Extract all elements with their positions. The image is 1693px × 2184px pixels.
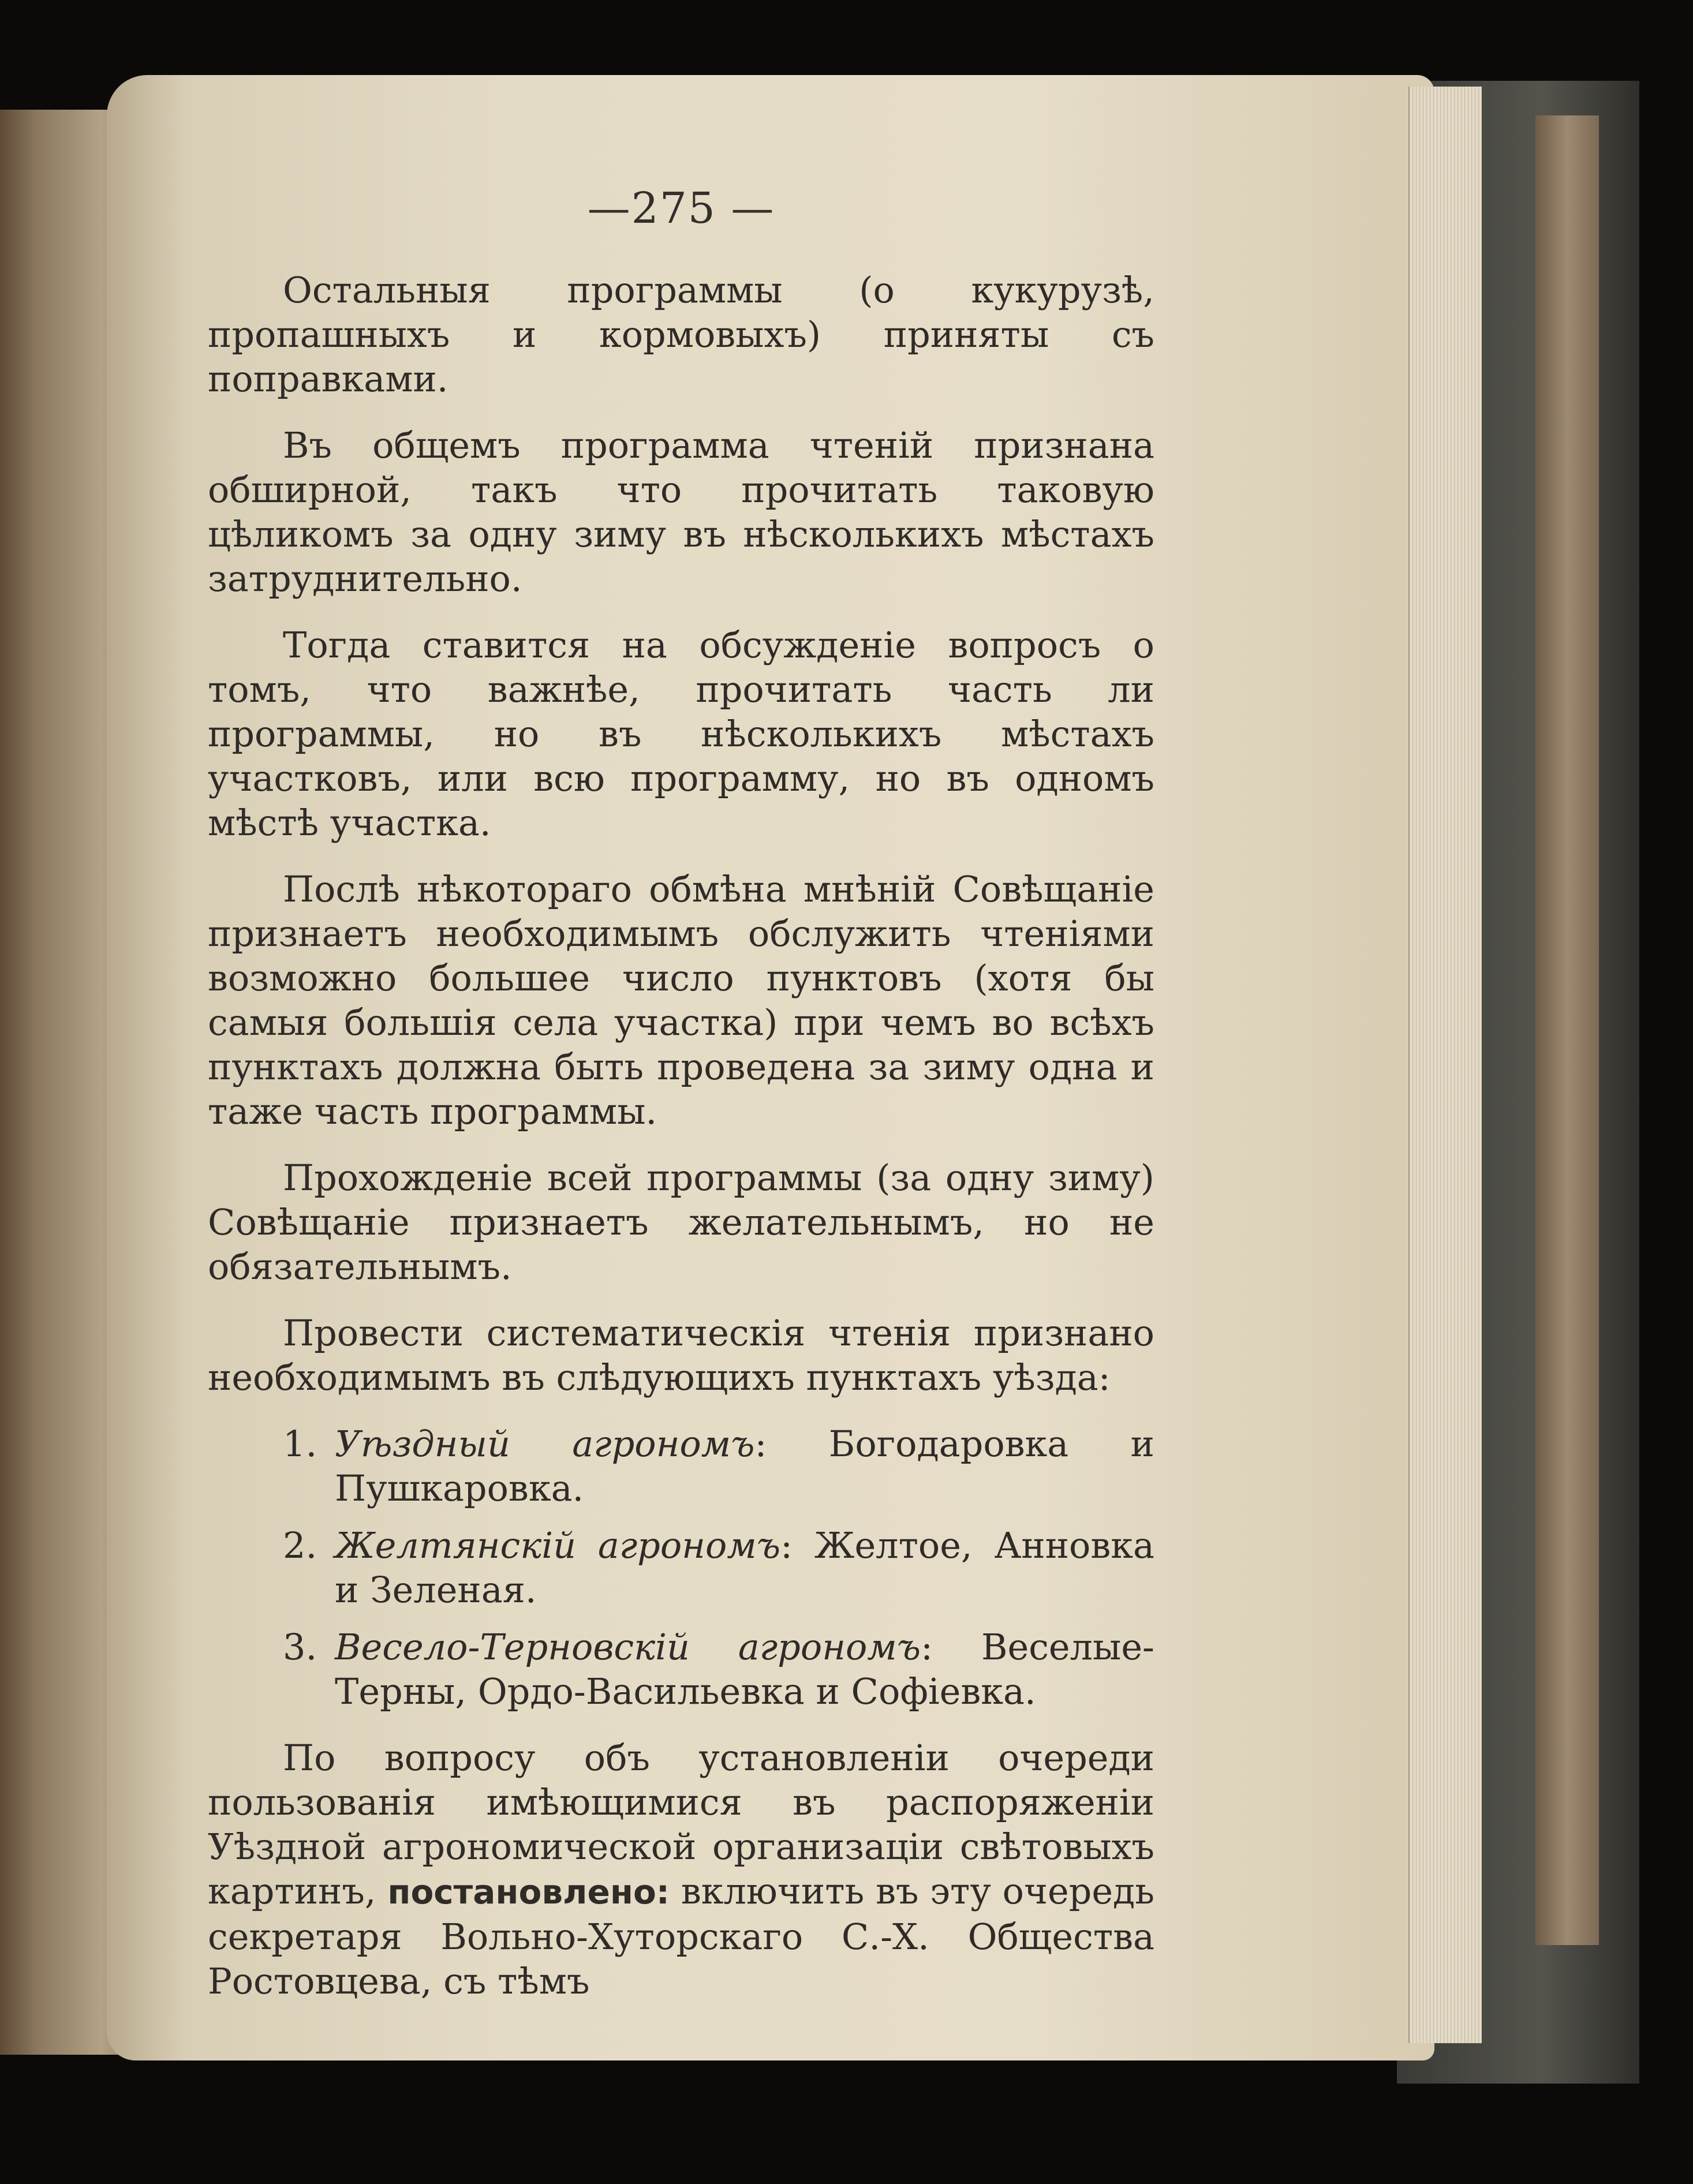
page-text (208, 184, 1154, 2025)
final-text-before: По вопросу объ установленіи очереди пользованія имѣющимися въ распоряженіи Уѣздной агрономической организаціи свѣтовыхъ картинъ, (208, 1737, 1154, 1912)
places: Веселые-Терны, Ордо-Васильевка и Софіевка. (335, 1626, 1154, 1712)
list-item (208, 1523, 1154, 1612)
agronomist-list (208, 1422, 1154, 1714)
paragraph-2: Въ общемъ программа чтеній признана обширной, такъ что прочитать таковую цѣликомъ за одну зиму въ нѣсколькихъ мѣстахъ затруднительно. (208, 424, 1154, 600)
page-stack-edges (1408, 87, 1482, 2043)
list-item-content (283, 1625, 1154, 1714)
places: Желтое, Анновка и Зеленая. (335, 1524, 1154, 1611)
paragraph-3: Тогда ставится на обсужденіе вопросъ о томъ, что важнѣе, прочитать часть ли программы, но въ нѣсколькихъ мѣстахъ участковъ, или всю программу, но въ одномъ мѣстѣ участка. (208, 624, 1154, 844)
list-item-number: 1. (283, 1423, 317, 1465)
list-item-number: 3. (283, 1626, 317, 1668)
list-item-content (283, 1523, 1154, 1612)
agronomist-name: Уѣздный агрономъ (335, 1423, 755, 1465)
cover-pastedown (1535, 115, 1599, 1945)
list-separator: : (780, 1524, 814, 1566)
final-text-bold: постановлено: (387, 1872, 670, 1912)
list-separator: : (754, 1423, 829, 1465)
agronomist-name: Желтянскій агрономъ (335, 1524, 781, 1566)
paragraph-5: Прохожденіе всей программы (за одну зиму) Совѣщаніе признаетъ желательнымъ, но не обязательнымъ. (208, 1157, 1154, 1288)
paragraph-4: Послѣ нѣкотораго обмѣна мнѣній Совѣщаніе признаетъ необходимымъ обслужить чтеніями возможно большее число пунктовъ (хотя бы самыя большія села участка) при чемъ во всѣхъ пунктахъ должна быть проведена за зиму одна и таже часть программы. (208, 868, 1154, 1132)
final-text-after: включить въ эту очередь секретаря Вольно-Хуторскаго С.-Х. Общества Ростовцева, съ тѣмъ (208, 1870, 1154, 2002)
paragraph-1: Остальныя программы (о кукурузѣ, пропашныхъ и кормовыхъ) приняты съ поправками. (208, 269, 1154, 400)
page-number: —275 — (587, 184, 775, 233)
list-item (208, 1625, 1154, 1714)
list-item-content (283, 1422, 1154, 1510)
paragraph-6: Провести систематическія чтенія признано необходимымъ въ слѣдующихъ пунктахъ уѣзда: (208, 1312, 1154, 1398)
list-item-number: 2. (283, 1524, 317, 1566)
paragraph-final (208, 1736, 1154, 2003)
list-item (208, 1422, 1154, 1510)
places: Богодаровка и Пушкаровка. (335, 1423, 1154, 1509)
agronomist-name: Весело-Терновскій агрономъ (335, 1626, 921, 1668)
list-separator: : (921, 1626, 981, 1668)
